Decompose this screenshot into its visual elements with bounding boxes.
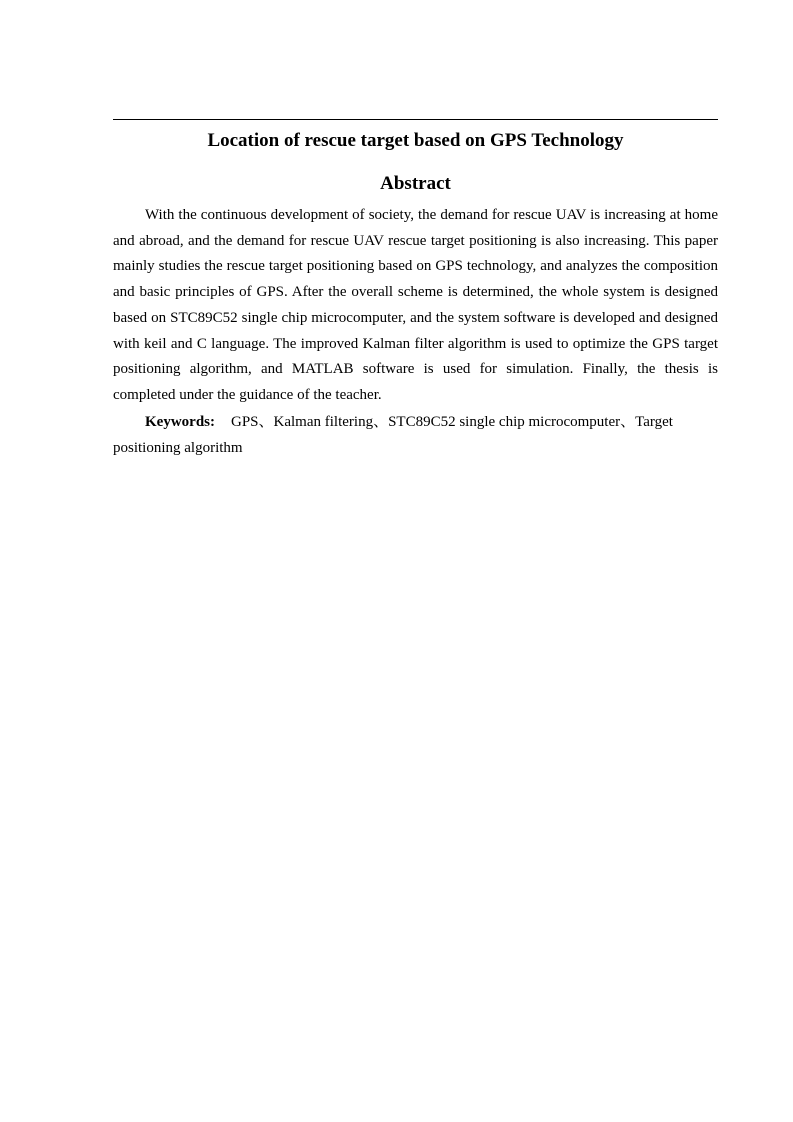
header-rule [113, 119, 718, 120]
abstract-body: With the continuous development of society, the demand for rescue UAV is increasing at home and abroad, and the demand for rescue UAV rescue target positioning is also increasing. This paper mainly studies the rescue target positioning based on GPS technology, and analyzes the composition and basic principles of GPS. After the overall scheme is determined, the whole system is designed based on STC89C52 single chip microcomputer, and the system software is developed and designed with keil and C language. The improved Kalman filter algorithm is used to optimize the GPS target positioning algorithm, and MATLAB software is used for simulation. Finally, the thesis is completed under the guidance of the teacher. [113, 207, 718, 403]
keywords-text: GPS、Kalman filtering、STC89C52 single chip microcomputer、Target positioning algorithm [113, 414, 673, 456]
paper-title: Location of rescue target based on GPS Technology [207, 130, 624, 151]
keywords-line [113, 410, 718, 461]
keywords-label: Keywords: [145, 414, 215, 430]
abstract-heading: Abstract [380, 173, 451, 194]
